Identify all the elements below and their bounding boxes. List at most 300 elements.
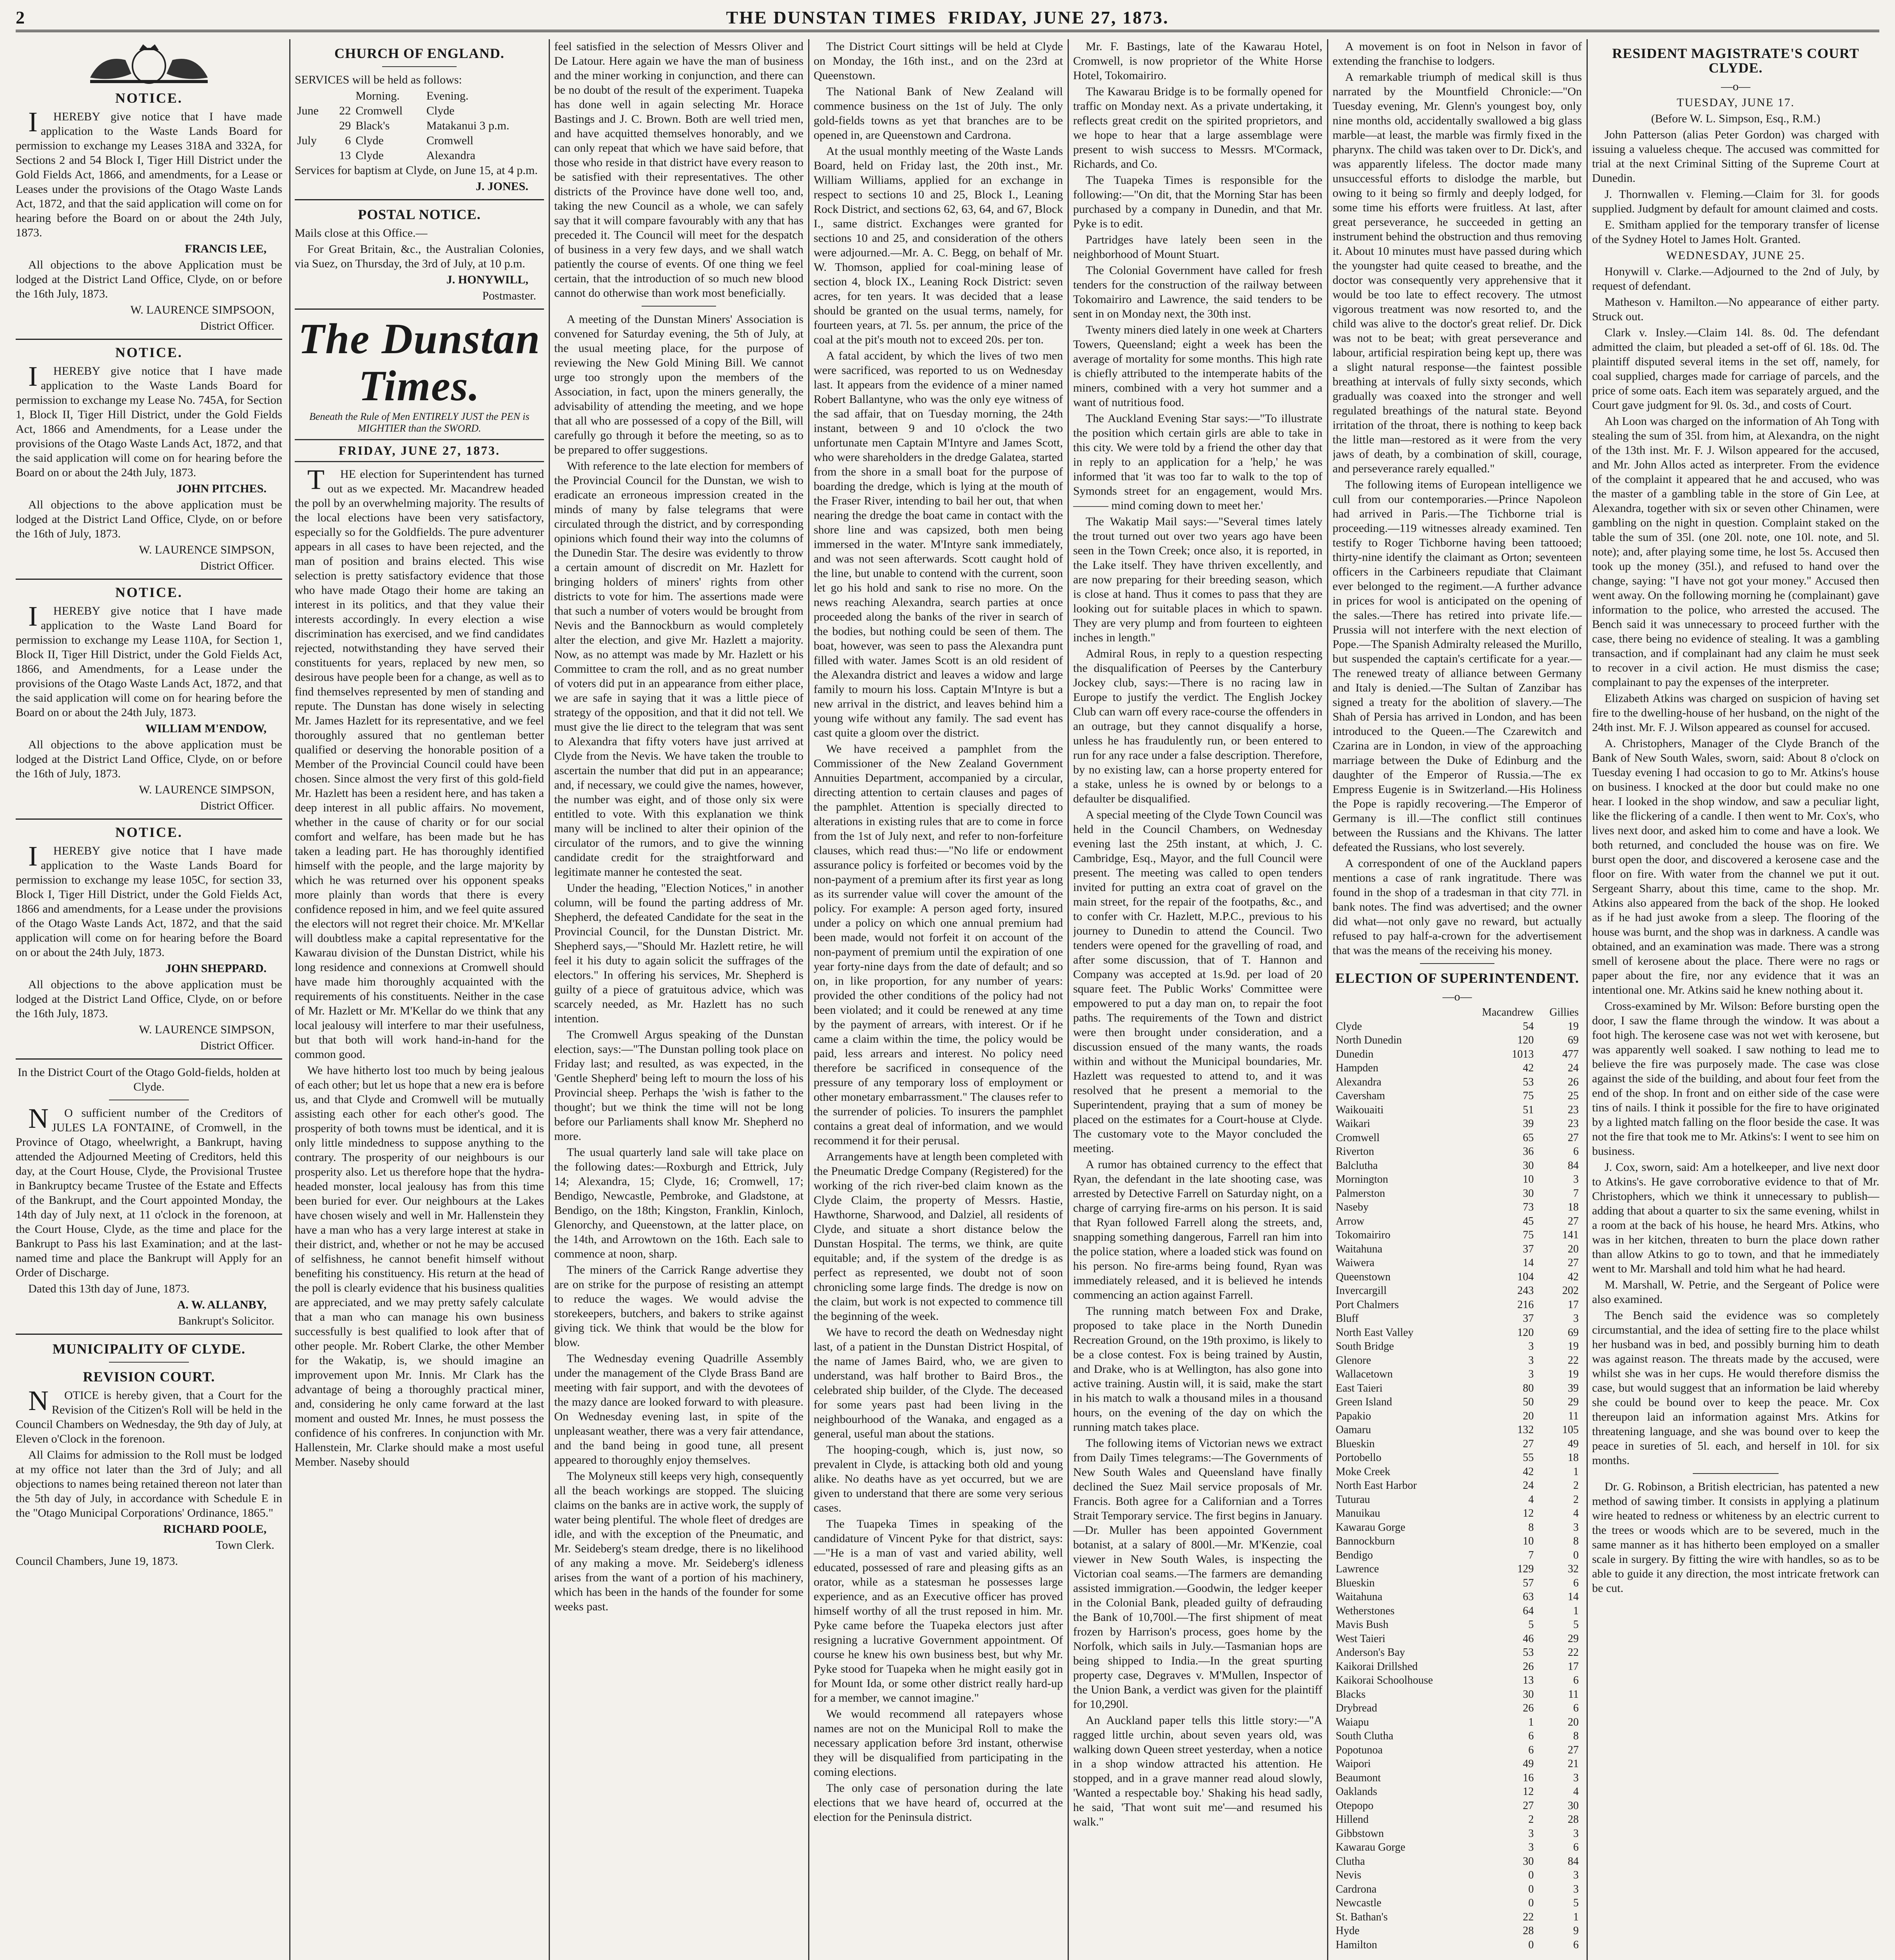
clerk-title: Town Clerk. [216,1539,274,1552]
results-place: Alexandra [1336,1076,1382,1088]
results-macandrew: 30 [1523,1688,1534,1700]
results-macandrew: 14 [1523,1257,1534,1269]
results-row [1333,1701,1582,1715]
postal-body: Mails close at this Office.— [295,227,428,240]
results-place: Papakio [1336,1410,1371,1422]
column-6 [1333,39,1582,1960]
results-row [1333,1590,1582,1604]
news-item: Arrangements have at length been completed with the Pneumatic Dredge Company (Registered) for the working of the rich river-bed claim known as the Clyde Claim, the property of Messrs. Hastie, Hawthorne, Sharwood, and Dalziel, all residents of Clyde, and situate a short distance below the Dunstan Hospital. The terms, we think, are quite equitable; and, if the system of the dredge is as perfect as represented, we doubt not of soon chronicling some large finds. The dredge is now on the claim, but work is not expected to commence till the beginning of the week. [814,1150,1063,1323]
news-item: A movement is on foot in Nelson in favor of extending the franchise to lodgers. [1333,40,1582,67]
court-case: The Bench said the evidence was so completely circumstantial, and the idea of setting fire to the place whilst her husband was in bed, and possibly burning him to death was against reason. The threats made by the accused, were whilst she was in her cups. He would therefore dismiss the case, but would suggest that an information be laid whereby she could be bound over to keep the peace. Mr. Cox thereupon laid an information against Mrs. Atkins for threatening language, and she was bound over to keep the peace in sureties of 5l. each, and herself in 10l. for six months. [1592,1309,1879,1467]
officer-name: W. LAURENCE SIMPSOON, [130,303,274,316]
court-date: WEDNESDAY, JUNE 25. [1666,249,1805,262]
results-gillies: 19 [1568,1340,1579,1352]
municipality-body: NOTICE is hereby given, that a Court for the Revision of the Citizen's Roll will be held in the Council Chambers on Wednesday, the 9th day of July, at Eleven o'Clock in the forenoon. [16,1385,282,1445]
results-macandrew: 37 [1523,1312,1534,1325]
municipality-body-2: All Claims for admission to the Roll must be lodged at my office not later than the 3rd of July; and all objections to names being retained thereon not later than the 5th day of July, in accordance with Schedule E in the "Otago Municipal Corporations' Ordinance, 1865." [16,1448,282,1519]
results-row [1333,1771,1582,1785]
column-5 [1073,39,1322,1960]
column-rule [549,39,550,1960]
results-macandrew: 55 [1523,1452,1534,1464]
results-place: Oaklands [1336,1786,1377,1798]
results-place: Popotunoa [1336,1744,1383,1756]
results-macandrew: 42 [1523,1465,1534,1478]
results-gillies: 3 [1573,1883,1579,1895]
results-gillies: 3 [1573,1521,1579,1534]
results-macandrew: 27 [1523,1437,1534,1450]
court-heading: In the District Court of the Otago Gold-fields, holden at Clyde. [18,1066,280,1093]
results-place: Port Chalmers [1336,1298,1399,1311]
results-row [1333,1159,1582,1173]
results-gillies: 20 [1568,1243,1579,1255]
results-gillies: 21 [1568,1758,1579,1770]
results-gillies: 28 [1568,1813,1579,1826]
court-date: TUESDAY, JUNE 17. [1677,96,1795,109]
results-place: Kawarau Gorge [1336,1841,1405,1853]
results-row [1333,1576,1582,1590]
municipality-notice [16,1342,282,1568]
news-item: The following items of Victorian news we extract from Daily Times telegrams:—The Governments of New South Wales and Queensland have finally declined the Suez Mail service proposals of Mr. Francis. Both agree for a Californian and a Torres Strait Temporary service. The first begins in January.—Dr. Muller has been appointed Government botanist, at a salary of 800l.—Mr. M'Kenzie, coal viewer in New South Wales, is inspecting the Victorian coal seams.—The farmers are demanding assisted immigration.—Goodwin, the ledger keeper in the Colonial Bank, pleaded guilty of defrauding the Bank of 10,700l.—The first shipment of meat frozen by Harrison's process, goes home by the Norfolk, which sails in July.—Tasmanian hops are being shipped to India.—In the great spurting property case, Degraves v. M'Mullen, Inspector of the Union Bank, a verdict was given for the plaintiff for 10,290l. [1073,1437,1322,1711]
results-gillies: 6 [1573,1577,1579,1589]
results-row [1333,1910,1582,1924]
results-row [1333,1214,1582,1229]
column-3 [554,39,803,1960]
divider [295,199,544,200]
results-gillies: 202 [1562,1285,1579,1297]
results-row [1333,1047,1582,1062]
results-row [1333,1465,1582,1479]
results-place: Dunedin [1336,1048,1374,1060]
results-row [1333,1089,1582,1103]
results-macandrew: 6 [1528,1730,1534,1742]
results-place: St. Bathan's [1336,1911,1388,1923]
results-gillies: 42 [1568,1270,1579,1283]
results-macandrew: 51 [1523,1103,1534,1116]
divider [16,579,282,580]
news-item: The Cromwell Argus speaking of the Dunstan election, says:—"The Dunstan polling took place on Friday last; and resulted, as was expected, in the 'Gentle Shepherd' being left to mourn the loss of his Provincial sheep. Perhaps the 'wish is father to the thought'; but we think the time will not be long before our Parliaments shall know Mr. Shepherd no more. [554,1028,803,1143]
results-col-gillies: Gillies [1549,1006,1579,1018]
court-case: Elizabeth Atkins was charged on suspicion of having set fire to the dwelling-house of her husband, on the night of the 24th inst. Mr. F. J. Wilson appeared as counsel for accused. [1592,692,1879,734]
results-gillies: 23 [1568,1118,1579,1130]
results-place: East Taieri [1336,1382,1383,1394]
newspaper-motto: Beneath the Rule of Men ENTIRELY JUST the PEN is MIGHTIER than the SWORD. [309,411,530,434]
notice-objections: All objections to the above application must be lodged at the District Land Office, Clyde, on or before the 16th July, 1873. [16,978,282,1020]
results-macandrew: 5 [1528,1619,1534,1631]
notice-body: IHEREBY give notice that I have made application to the Waste Lands Board for permission to exchange my Leases 318A and 332A, for Sections 2 and 54 Block I, Tiger Hill District under the Gold Fields Act, 1866, and amendments, for a Lease or Leases under the provisions of the Otago Waste Lands Act, 1872, and that the said application will come on for hearing before the Board on or about the 24th July, 1873. [16,106,282,239]
results-row [1333,1868,1582,1882]
notice-signature: FRANCIS LEE, [185,242,267,255]
notice-signature: WILLIAM M'ENDOW, [145,722,267,735]
results-gillies: 6 [1573,1145,1579,1158]
results-macandrew: 42 [1523,1062,1534,1074]
results-macandrew: 28 [1523,1925,1534,1937]
solicitor-name: A. W. ALLANBY, [177,1298,267,1311]
court-dated: Dated this 13th day of June, 1873. [28,1282,190,1295]
results-row [1333,1423,1582,1437]
news-item: The Wakatip Mail says:—"Several times lately the trout turned out over two years ago have been seen in the Town Creek; once also, it is reported, in the Lake itself. They have thriven excellently, and are now preparing for their breeding season, which is close at hand. Thus it comes to pass that they are looking out for suitable places in which to spawn. They are very plump and from fourteen to eighteen inches in length." [1073,515,1322,644]
notice-signature: JOHN SHEPPARD. [165,962,267,975]
results-gillies: 6 [1573,1938,1579,1951]
results-body [1333,1020,1582,1952]
court-case: Honywill v. Clarke.—Adjourned to the 2nd of July, by request of defendant. [1592,265,1879,292]
results-row [1333,1339,1582,1354]
court-body: NO sufficient number of the Creditors of JULES LA FONTAINE, of Cromwell, in the Province of Otago, wheelwright, a Bankrupt, having attended the Adjourned Meeting of Creditors, held this day, at the Court House, Clyde, the Provisional Trustee in Bankruptcy became Trustee of the Estate and Effects of the Bankrupt, and the Court appointed Monday, the 14th day of July next, at 11 o'clock in the forenoon, at the Court House, Clyde, as the time and place for the Bankrupt to Pass his last Examination; and at the last-named time and place the Bankrupt will Apply for an Order of Discharge. [16,1103,282,1279]
news-item: The Wednesday evening Quadrille Assembly under the management of the Clyde Brass Band are meeting with fair support, and with the devotees of the mazy dance are looked forward to with pleasure. On Wednesday evening last, in spite of the unpleasant weather, there was a very fair attendance, and the band being in good tune, all present appeared to thoroughly enjoy themselves. [554,1352,803,1466]
royal-crest-icon [67,42,231,85]
results-gillies: 0 [1573,1549,1579,1561]
results-place: Naseby [1336,1201,1369,1213]
results-place: Hillend [1336,1813,1369,1826]
results-macandrew: 216 [1517,1298,1534,1311]
results-macandrew: 46 [1523,1632,1534,1645]
news-item: A special meeting of the Clyde Town Council was held in the Council Chambers, on Wednesday evening last the 25th instant, at which, J. C. Cambridge, Esq., Mayor, and the full Council were present. The meeting was called to open tenders invited for putting an extra coat of gravel on the main street, for the repair of the footpaths, &c., and to confer with Cr. Hazlett, M.P.C., previous to his journey to Dunedin to attend the Council. Two tenders were opened for the gravelling of road, and after some discussion, that of T. Hannon and Company was accepted at 1s.9d. per load of 20 square feet. The Public Works' Committee were empowered to put a day man on, to repair the foot paths. The requirements of the Town and district were then brought under consideration, and a discussion ensued of the many wants, the roads within and without the Municipal boundaries, Mr. Hazlett was requested to attend to, and it was resolved that he present a memorial to the Superintendent, praying that a sum of money be placed on the estimates for a Court-house at Clyde. The customary vote to the Mayor concluded the meeting. [1073,808,1322,1155]
news-item: The hooping-cough, which is, just now, so prevalent in Clyde, is attacking both old and young alike. No deaths have as yet occurred, but we are given to understand that there are some very serious cases. [814,1443,1063,1514]
results-macandrew: 22 [1523,1911,1534,1923]
divider [642,306,716,307]
results-gillies: 7 [1573,1187,1579,1200]
results-place: Invercargill [1336,1285,1387,1297]
results-macandrew: 3 [1528,1340,1534,1352]
court-case: Clark v. Insley.—Claim 14l. 8s. 0d. The defendant admitted the claim, but pleaded a set-off of 6l. 18s. 0d. The plaintiff disputed several items in the set off, namely, for coal supplied, charges made for carriage of parcels, and the price of some oats. Each item was separately argued, and the Court gave judgment for 9l. 0s. 3d., and costs of Court. [1592,326,1879,412]
results-row [1333,1660,1582,1674]
divider [16,818,282,820]
results-row [1333,1145,1582,1159]
results-place: South Clutha [1336,1730,1394,1742]
results-macandrew: 45 [1523,1215,1534,1227]
results-macandrew: 12 [1523,1786,1534,1798]
results-gillies: 105 [1562,1424,1579,1436]
results-place: Portobello [1336,1452,1382,1464]
results-row [1333,1534,1582,1548]
results-macandrew: 27 [1523,1799,1534,1812]
results-place: Waiwera [1336,1257,1375,1269]
news-item: An Auckland paper tells this little story:—"A ragged little urchin, about seven years old, was walking down Queen street yesterday, when a notice in a shop window attracted his attention. He stopped, and in a grave manner read aloud slowly, 'Wanted a respectable boy.' Shaking his head sadly, he said, 'That wont suit me'—and resumed his walk." [1073,1714,1322,1828]
results-place: Caversham [1336,1090,1385,1102]
notice-objections: All objections to the above application must be lodged at the District Land Office, Clyde, on or before the 16th of July, 1873. [16,498,282,540]
results-macandrew: 54 [1523,1020,1534,1033]
news-item: With reference to the late election for members of the Provincial Council for the Dunstan, we wish to eradicate an erroneous impression created in the minds of many by false telegrams that were circulated through the district, and by corresponding opinions which found their way into the columns of the Dunedin Star. The desire was evidently to throw a certain amount of discredit on Mr. Hazlett for bringing holders of miners' rights from other districts to vote for him. The assertions made were that such a number of voters would be brought from Nevis and the Bannockburn as would completely alter the election, and give Mr. Hazlett a majority. Now, as no attempt was made by Mr. Hazlett or his Committee to cram the roll, and as no great number of voters did put in an appearance from either place, we are safe in saying that it was a little piece of strategy of the opposition, and that it did not tell. We must give the lie direct to the telegram that was sent to Alexandra that fifty voters have just arrived at Clyde from the Nevis. We have taken the trouble to ascertain the number that did put in an appearance; and, if necessary, we could give the names, however, the number was eight, and of those only six were entitled to vote. With this explanation we think many will be inclined to alter their opinion of the circulator of the rumors, and to give the winning candidate credit for the straightforward and legitimate manner he contested the seat. [554,459,803,878]
notice-signature: JOHN PITCHES. [176,482,267,495]
news-item: The following items of European intelligence we cull from our contemporaries.—Prince Napoleon had arrived in Paris.—The Tichborne trial is proceeding.—119 witnesses already examined. Ten testify to Roger Tichborne having been tattooed; thirty-nine identify the claimant as Orton; seventeen officers in the Carbineers repudiate that Claimant ever belonged to the regiment.—A further advance in prices for wool is anticipated on the opening of the sales.—There has retired into private life.—Prussia will not interfere with the next election of Pope.—The Spanish Admiralty released the Murillo, but suspended the captain's certificate for a year.—The renewed treaty of alliance between Germany and Italy is denied.—The Sultan of Zanzibar has signed a treaty for the abolition of slavery.—The Shah of Persia has arrived in London, and has been introduced to the Queen.—The Czarewitch and Czarina are in London, in view of the approaching marriage between the Duke of Edinburg and the daughter of the Emperor of Russia.—The ex Empress Eugenie is in Switzerland.—His Holiness the Pope is rapidly recovering.—The Emperor of Germany is ill.—The conflict still continues between the Russians and the Khivans. The latter defeated the Russians, who lost severely. [1333,478,1582,854]
results-row [1333,1785,1582,1799]
results-row [1333,1395,1582,1409]
news-item: A meeting of the Dunstan Miners' Association is convened for Saturday evening, the 5th of July, at the usual meeting place, for the purpose of reviewing the New Gold Mining Bill. We cannot urge too strongly upon the members of the Association, in fact, upon the miners generally, the advisability of attending the meeting, and we hope that all who are possessed of a copy of the Bill, will carefully go through it before the meeting, so as to be prepared to offer suggestions. [554,313,803,456]
officer-title: District Officer. [200,1039,274,1052]
results-gillies: 3 [1573,1869,1579,1881]
results-gillies: 27 [1568,1131,1579,1144]
newspaper-nameplate: The Dunstan Times. [298,315,541,410]
column-rule [289,39,290,1960]
results-place: Lawrence [1336,1563,1379,1575]
results-row [1333,1020,1582,1034]
results-macandrew: 30 [1523,1187,1534,1200]
results-macandrew: 7 [1528,1549,1534,1561]
results-gillies: 6 [1573,1674,1579,1686]
results-gillies: 1 [1573,1465,1579,1478]
results-gillies: 5 [1573,1897,1579,1909]
results-macandrew: 8 [1528,1521,1534,1534]
officer-name: W. LAURENCE SIMPSON, [139,1023,274,1036]
results-place: Hamilton [1336,1938,1377,1951]
church-notice [295,46,544,194]
results-place: Wallacetown [1336,1368,1393,1380]
church-signature: J. JONES. [475,180,528,193]
results-gillies: 69 [1568,1326,1579,1339]
results-macandrew: 10 [1523,1535,1534,1547]
schedule-row: June 22 Cromwell Clyde [297,104,455,117]
results-row [1333,1715,1582,1730]
divider [16,1058,282,1060]
news-item: At the usual monthly meeting of the Waste Lands Board, held on Friday last, the 20th inst., Mr. William Williams, applied for an exchange in respect to sections 10 and 25, Block I., Leaning Rock District, and sections 62, 63, 64, and 67, Block I., same district. Exchanges were granted for sections 10 and 25, and consideration of the others were adjourned.—Mr. A. C. Begg, on behalf of Mr. W. Thomson, applied for coal-mining lease of section 4, block IX., Leaning Rock District: seven acres, for ten years. It was decided that a lease should be granted on the usual terms, namely, for fourteen years, at 7l. 5s. per annum, the price of the coal at the pit's mouth not to exceed 20s. per ton. [814,145,1063,346]
results-place: Moke Creek [1336,1465,1391,1478]
news-item: Admiral Rous, in reply to a question respecting the disqualification of Peerses by the Canterbury Jockey club, says:—There is no racing law in Europe to justify the verdict. The English Jockey Club can warn off every race-course the offenders in an outrage, but they cannot disqualify a horse, unless he has fraudulently run, or been entered to run for any race under a false description. Therefore, by no existing law, can a horse property entered for a stake, unless he is owned by or belongs to a defaulter be disqualified. [1073,647,1322,805]
divider [1693,1473,1779,1474]
results-place: Newcastle [1336,1897,1382,1909]
notice-lee [16,91,282,333]
results-gillies: 27 [1568,1744,1579,1756]
news-item: A rumor has obtained currency to the effect that Ryan, the defendant in the late shooting case, was arrested by Detective Farrell on Saturday night, on a charge of carrying fire-arms on his person. It is said that Ryan followed Farrell along the streets, and, snapping something dangerous, Farrell ran him into the police station, where a loaded stick was found on his person. No fire-arms being found, Ryan was immediately released, and it is believed he intends commencing an action against Farrell. [1073,1158,1322,1301]
municipality-heading: MUNICIPALITY OF CLYDE. [52,1341,246,1357]
postal-notice [295,207,544,303]
divider [16,1334,282,1335]
results-row [1333,1799,1582,1813]
results-place: Cardrona [1336,1883,1377,1895]
results-macandrew: 16 [1523,1771,1534,1784]
results-place: Green Island [1336,1396,1392,1408]
results-gillies: 2 [1573,1493,1579,1506]
results-gillies: 9 [1573,1925,1579,1937]
results-place: Blueskin [1336,1577,1375,1589]
election-dash: —o— [1442,990,1472,1003]
results-macandrew: 57 [1523,1577,1534,1589]
results-place: Blueskin [1336,1437,1375,1450]
results-row [1333,1618,1582,1632]
court-report-dash: —o— [1721,80,1750,93]
results-gillies: 19 [1568,1020,1579,1033]
results-place: Hampden [1336,1062,1378,1074]
news-item: The District Court sittings will be held at Clyde on Monday, the 16th inst., and on the 23rd at Queenstown. [814,40,1063,82]
results-place: Waitahuna [1336,1591,1383,1603]
results-macandrew: 120 [1517,1034,1534,1046]
news-item: A remarkable triumph of medical skill is thus narrated by the Mountfield Chronicle:—"On Tuesday evening, Mr. Glenn's youngest boy, only nine months old, accidentally swallowed a big glass marble—at least, the marble was firmly fixed in the pharynx. The child was taken over to Dr. Dick's, and was apparently lifeless. The doctor made many unsuccessful efforts to dislodge the marble, but owing to it being so firmly and deeply lodged, for some time his efforts were fruitless. At last, after great perseverance, he succeeded in getting an instrument behind the obstruction and thus removing it. About 10 minutes must have passed during which the youngster had quite ceased to breathe, and the doctor was consequently very apprehensive that it would be too late to effect recovery. The utmost vigorous treatment was now resorted to, and the child was alive to the doctor's great relief. Dr. Dick was not to be beat; with great perseverance and labour, artificial respiration being kept up, there was a slight natural response—the faintest possible breathing at intervals of fully sixty seconds, which gradually was coaxed into the stronger and well regulated breathings of the natural state. Beyond irritation of the throat, there is nothing to keep back the little man—restored as it were from the very jaws of death, by a combination of skill, courage, and perseverance rarely equalled." [1333,71,1582,475]
results-gillies: 3 [1573,1827,1579,1840]
results-place: Glenore [1336,1354,1371,1367]
results-gillies: 141 [1562,1229,1579,1241]
results-place: Bendigo [1336,1549,1373,1561]
results-place: Oamaru [1336,1424,1371,1436]
news-item: The only case of personation during the late elections that we have heard of, occurred at the election for the Peninsula district. [814,1782,1063,1824]
court-case: J. Cox, sworn, said: Am a hotelkeeper, and live next door to Atkins's. He gave corroborative evidence to that of Mr. Christophers, which we think it unnecessary to publish—adding that about a quarter to six the same evening, whilst in a room at the back of his house, he heard Mrs. Atkins, who was in her kitchen, threaten to burn the place down rather than allow Atkins to go to town, and that he immediately went to Mr. Marshall and told him what he had heard. [1592,1161,1879,1275]
results-macandrew: 30 [1523,1855,1534,1867]
results-macandrew: 53 [1523,1076,1534,1088]
results-macandrew: 3 [1528,1827,1534,1840]
results-macandrew: 75 [1523,1090,1534,1102]
results-macandrew: 13 [1523,1674,1534,1686]
results-row [1333,1882,1582,1896]
results-row [1333,1521,1582,1535]
results-gillies: 32 [1568,1563,1579,1575]
column-rule [808,39,809,1960]
court-case: A. Christophers, Manager of the Clyde Branch of the Bank of New South Wales, sworn, said: About 8 o'clock on Tuesday evening I had occasion to go to Mr. Atkins's house on business. I knocked at the door but could make no one hear. I looked in the shop window, and saw a peculiar light, like the flickering of a candle. I then went to Mr. Cox's, who lives next door, and asked him to come and have a look. We both returned, and concluded the house was on fire. We burst open the door, and discovered a kerosene case and the floor on fire. With water from the channel we put it out. Sergeant Sharry, about this time, came to the shop. Mr. Atkins also appeared from the back of the shop. He looked as if he had just awoke from a sleep. The flooring of the house was burnt, and the shop was in darkness. A candle was obtained, and an examination was made. There was a strong smell of kerosene about the place. There were no rags or paper about the fire, nor any evidence that it was an intentional one. Mr. Atkins said he knew nothing about it. [1592,737,1879,996]
municipality-footer: Council Chambers, June 19, 1873. [16,1555,178,1568]
results-place: Bannockburn [1336,1535,1395,1547]
editorial [295,464,544,1469]
results-gillies: 84 [1568,1855,1579,1867]
results-row [1333,1506,1582,1521]
results-row [1333,1409,1582,1423]
news-item: Twenty miners died lately in one week at Charters Towers, Queensland; eight a week has been the average of mortality for some months. This high rate is chiefly attributed to the intemperate habits of the miners, combined with a very hot summer and a want of nutritious food. [1073,323,1322,409]
results-macandrew: 39 [1523,1118,1534,1130]
results-place: Queenstown [1336,1270,1391,1283]
results-gillies: 2 [1573,1479,1579,1492]
results-gillies: 20 [1568,1716,1579,1728]
results-row [1333,1381,1582,1396]
results-row [1333,1493,1582,1507]
column-1 [16,39,282,1960]
results-gillies: 6 [1573,1841,1579,1853]
church-footnote: Services for baptism at Clyde, on June 15, at 4 p.m. [295,164,538,177]
results-row [1333,1757,1582,1771]
news-item: The Auckland Evening Star says:—"To illustrate the position which certain girls are able to take in this city. We were told by a friend the other day that in reply to an application for a 'help,' he was informed that 'it was too far to walk to the top of Symonds street for an engagement, would Mrs. ——— mind coming down to meet her.' [1073,412,1322,512]
results-macandrew: 53 [1523,1646,1534,1659]
results-row [1333,1437,1582,1451]
results-macandrew: 3 [1528,1841,1534,1853]
masthead-date: FRIDAY, JUNE 27, 1873. [948,7,1169,27]
column-4 [814,39,1063,1960]
news-item: The Colonial Government have called for fresh tenders for the construction of the railway between Tokomairiro and Lawrence, the said tenders to be sent in on Monday next, the 30th inst. [1073,264,1322,320]
news-item: We have received a pamphlet from the Commissioner of the New Zealand Government Annuities Department, accompanied by a circular, directing attention to certain clauses and pages of the pamphlet. Attention is specially directed to alterations in existing rules that are to come in force from the 1st of July next, and refer to non-forfeiture clauses, which read thus:—"No life or endowment assurance policy is forfeited or becomes void by the non-payment of a premium after its first year as long as its surrender value will cover the amount of the policy. For example: A person aged forty, insured under a policy on which one annual premium had been made, would not forfeit it on account of the non-payment of premium until the expiration of one year forty-nine days from the date of default; and so on, in like proportion, for any number of years: provided the other conditions of the policy had not been violated; and it could be renewed at any time by the payment of arrears, with interest. Or if he came a claim within the time, the policy would be paid, less arrears and interest. No policy need therefore be sacrificed in consequence of the pressure of any temporary loss of employment or other monetary embarrassment." The clauses refer to the surrender of policies. To insurers the pamphlet contains a great deal of information, and we would recommend it for their perusal. [814,742,1063,1147]
solicitor-title: Bankrupt's Solicitor. [178,1314,274,1327]
results-row [1333,1131,1582,1145]
results-gillies: 39 [1568,1382,1579,1394]
results-row [1333,1256,1582,1270]
officer-name: W. LAURENCE SIMPSON, [139,783,274,796]
news-item: A fatal accident, by which the lives of two men were sacrificed, was reported to us on Wednesday last. It appears from the evidence of a miner named Robert Ballantyne, who was the only eye witness of the sad affair, that on Tuesday morning, the 24th instant, between 9 and 10 o'clock the two unfortunate men Captain M'Intyre and James Scott, who were shareholders in the dredge Galatea, started from the shore in a small boat for the purpose of boarding the dredge, which is lying at the mouth of the Fraser River, intending to bail her out, that when nearing the dredge the boat came in contact with the shore line and was capsized, both men being immersed in the water. M'Intyre sank immediately, and was not seen afterwards. Scott caught hold of the line, but unable to contend with the current, soon let go his hold and sank to rise no more. On the news reaching Alexandra, search parties at once proceeded along the banks of the river in search of the bodies, but nothing could be seen of them. The boat, however, was seen to pass the Alexandra punt filled with water. James Scott is an old resident of the Alexandra district and leaves a widow and large family to mourn his loss. Captain M'Intyre is but a new arrival in the district, and leaves behind him a young wife without any family. The sad event has cast quite a gloom over the district. [814,349,1063,739]
results-macandrew: 104 [1517,1270,1534,1283]
results-gillies: 29 [1568,1632,1579,1645]
results-gillies: 23 [1568,1103,1579,1116]
results-row [1333,1284,1582,1298]
results-macandrew: 80 [1523,1382,1534,1394]
page-masthead [16,5,1879,32]
results-place: Drybread [1336,1702,1377,1714]
results-macandrew: 75 [1523,1229,1534,1241]
results-row [1333,1117,1582,1131]
results-place: Riverton [1336,1145,1374,1158]
results-row [1333,1451,1582,1465]
results-macandrew: 0 [1528,1897,1534,1909]
court-case: John Patterson (alias Peter Gordon) was charged with issuing a valueless cheque. The accused was committed for trial at the next Criminal Sitting of the Supreme Court at Dunedin. [1592,128,1879,185]
notice-pitches [16,345,282,573]
results-place: Palmerston [1336,1187,1385,1200]
news-item: The running match between Fox and Drake, proposed to take place in the North Dunedin Recreation Ground, on the 19th proximo, is likely to be a close contest. Fox is being trained by Austin, and Drake, who is at Wellington, has also gone into active training. Austin will, it is said, make the start in his match to walk a thousand miles in a thousand hours, on the evening of the day on which the running match takes place. [1073,1305,1322,1434]
results-row [1333,1312,1582,1326]
results-place: Clutha [1336,1855,1365,1867]
notice-heading: NOTICE. [115,824,183,840]
results-gillies: 22 [1568,1646,1579,1659]
results-gillies: 30 [1568,1799,1579,1812]
news-item: Under the heading, "Election Notices," in another column, will be found the parting address of Mr. Shepherd, the defeated Candidate for the seat in the Provincial Council, for the Dunstan District. Mr. Shepherd says,—"Should Mr. Hazlett retire, he will feel it his duty to again solicit the suffrages of the electors." In offering his services, Mr. Shepherd is guilty of a piece of gratuitous advice, which was scarcely needed, as Mr. Hazlett has no such intention. [554,882,803,1025]
notice-heading: NOTICE. [115,90,183,106]
results-gillies: 22 [1568,1354,1579,1367]
results-row [1333,1103,1582,1117]
postal-heading: POSTAL NOTICE. [358,207,481,222]
results-place: Clyde [1336,1020,1362,1033]
notice-heading: NOTICE. [115,345,183,360]
notice-objections: All objections to the above application must be lodged at the District Land Office, Clyde, on or before the 16th of July, 1873. [16,738,282,780]
results-place: Waiapu [1336,1716,1369,1728]
officer-title: District Officer. [200,559,274,572]
notice-body: IHEREBY give notice that I have made application to the Waste Land Board for permission to exchange my Lease 110A, for Section 1, Block II, Tiger Hill District, under the Gold Fields Act, 1866, and Amendments, for a Lease under the provisions of the Otago Waste Lands Act, 1872, and that the said application will come on for hearing before the Board on or about the 24th July, 1873. [16,601,282,719]
results-row [1333,1354,1582,1368]
news-item: We would recommend all ratepayers whose names are not on the Municipal Roll to make the necessary application before 3rd instant, otherwise they will be disqualified from participating in the coming elections. [814,1708,1063,1779]
news-item: Mr. F. Bastings, late of the Kawarau Hotel, Cromwell, is now proprietor of the White Horse Hotel, Tokomairiro. [1073,40,1322,82]
results-gillies: 11 [1568,1688,1579,1700]
results-macandrew: 65 [1523,1131,1534,1144]
results-macandrew: 36 [1523,1145,1534,1158]
results-place: Arrow [1336,1215,1365,1227]
results-gillies: 11 [1568,1410,1579,1422]
results-row [1333,1367,1582,1381]
officer-title: District Officer. [200,319,274,332]
results-place: Mavis Bush [1336,1619,1389,1631]
notice-sheppard [16,825,282,1053]
news-item: The Tuapeka Times is responsible for the following:—"On dit, that the Morning Star has been purchased by a company in Dunedin, and that Mr. Pyke is to edit. [1073,174,1322,230]
election-results-table [1333,1005,1582,1952]
schedule-header [295,89,544,103]
results-col-macandrew: Macandrew [1482,1006,1534,1018]
officer-name: W. LAURENCE SIMPSON, [139,543,274,556]
results-place: Anderson's Bay [1336,1646,1405,1659]
results-gillies: 18 [1568,1452,1579,1464]
results-place: Kawarau Gorge [1336,1521,1405,1534]
results-macandrew: 24 [1523,1479,1534,1492]
results-gillies: 69 [1568,1034,1579,1046]
results-place: Cromwell [1336,1131,1380,1144]
revision-court-heading: REVISION COURT. [83,1369,215,1385]
results-gillies: 17 [1568,1298,1579,1311]
schedule-row: July 6 Clyde Cromwell [297,134,473,147]
results-header [1333,1005,1582,1020]
results-macandrew: 49 [1523,1758,1534,1770]
schedule-row: 13 Clyde Alexandra [339,149,475,162]
news-item: The National Bank of New Zealand will commence business on the 1st of July. The only gold-fields towns as yet that branches are to be opened in, are Queenstown and Cardrona. [814,85,1063,142]
notice-body: IHEREBY give notice that I have made application to the Waste Lands Board for permission to exchange my lease 105C, for section 33, Block I, Tiger Hill District, under the Gold Fields Act, 1866 and amendments, for a Lease under the provisions of the Otago Waste Lands Act, 1872, and that the said application will come on for hearing before the Board on or about the 24th July, 1873. [16,840,282,959]
results-macandrew: 64 [1523,1604,1534,1617]
results-place: West Taieri [1336,1632,1385,1645]
bankruptcy-notice [16,1065,282,1328]
results-place: Bluff [1336,1312,1359,1325]
results-row [1333,1855,1582,1869]
schedule-col-evening: Evening. [426,89,469,102]
results-row [1333,1896,1582,1910]
results-row [1333,1938,1582,1952]
editorial-paragraph: We have hitherto lost too much by being jealous of each other; but let us hope that a new era is before us, and that Clyde and Cromwell will be mutually assisting each other for each other's good. The prosperity of both towns must be identical, and it is only little mindedness to suppose anything to the contrary. The prosperity of our neighbours is our prosperity also. Let us therefore hope that the hydra-headed monster, local jealousy has from this time been buried for ever. Our neighbours at the Lakes have chosen wisely and well in Mr. Hallenstein they have a man who has a very large interest at stake in their district, and, whether or not he may be accused of selfishness, he cannot benefit himself without benefiting his constituency. His return at the head of the poll is clearly evidence that his business qualities are appreciated, and we may pretty safely calculate that a man who can manage his own business successfully is best qualified to look after that of other people. Mr. Robert Clarke, the other Member for the Wakatip, is, we should imagine an improvement upon Mr. Innis. Mr Clark has the advantage of being a thoroughly practical miner, and, considering he only came forward at the last moment and ousted Mr. Innes, he must possess the confidence of his confreres. In conjunction with Mr. Hallenstein, Mr. Clarke should make a most useful Member. Naseby should [295,1064,544,1468]
results-gillies: 3 [1573,1771,1579,1784]
results-macandrew: 243 [1517,1285,1534,1297]
results-macandrew: 0 [1528,1869,1534,1881]
results-gillies: 8 [1573,1535,1579,1547]
results-macandrew: 26 [1523,1702,1534,1714]
results-row [1333,1187,1582,1201]
results-place: North East Harbor [1336,1479,1417,1492]
notice-body: IHEREBY give notice that I have made application to the Waste Lands Board for permission to exchange my Lease No. 745A, for Section 1, Block II, Tiger Hill District, under the Gold Fields Act, 1866 and Amendments, for a Lease under the provisions of the Otago Waste Lands Act, 1872, and that the said application will come on for hearing before the Board on or about the 24th July, 1873. [16,361,282,479]
results-gillies: 25 [1568,1090,1579,1102]
results-place: Kaikorai Drillshed [1336,1660,1418,1673]
results-gillies: 27 [1568,1257,1579,1269]
results-gillies: 1 [1573,1604,1579,1617]
results-row [1333,1924,1582,1938]
